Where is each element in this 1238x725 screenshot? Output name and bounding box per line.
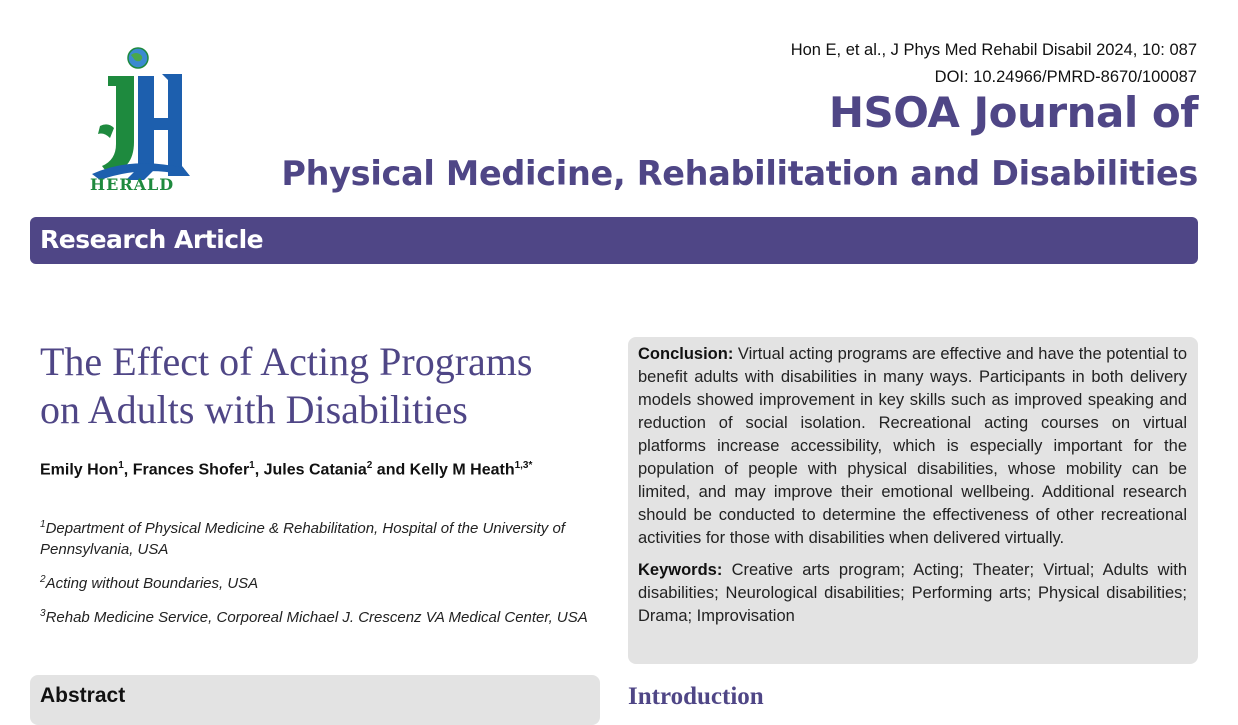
journal-subtitle: Physical Medicine, Rehabilitation and Disabilities [281, 154, 1198, 193]
affiliation-3 [40, 603, 600, 628]
conclusion-paragraph [638, 343, 1187, 550]
conclusion-content [638, 343, 1187, 637]
affiliation-1 [40, 514, 600, 560]
keywords-text: Creative arts program; Acting; Theater; Virtual; Adults with disabilities; Neurological disabilities; Performing arts; Physical disabilities; Drama; Improvisation [638, 561, 1187, 625]
paper-title [40, 338, 600, 434]
affiliation-text: Acting without Boundaries, USA [45, 575, 259, 592]
author-name: , Frances Shofer [123, 461, 250, 479]
doi-line: DOI: 10.24966/PMRD-8670/100087 [934, 68, 1197, 86]
herald-wordmark: HERALD [90, 175, 175, 194]
herald-logo-icon [86, 46, 196, 196]
author-affiliation-mark: 1 [249, 460, 255, 471]
author-affiliation-mark: 1,3* [514, 460, 533, 471]
author-affiliation-mark: 2 [366, 460, 373, 471]
author-affiliation-mark: 1 [118, 460, 124, 471]
keywords-paragraph [638, 559, 1187, 628]
author-name: Emily Hon [40, 461, 119, 479]
affiliation-2 [40, 569, 600, 594]
author-name: and Kelly M Heath [372, 461, 515, 479]
paper-title-line: on Adults with Disabilities [40, 387, 468, 432]
abstract-heading: Abstract [40, 684, 126, 707]
conclusion-text: Virtual acting programs are effective and have the potential to benefit adults with disabilities in many ways. Participants in both delivery models showed improvement in key skills such as improved speaking and reduction of social isolation. Recreational acting courses on virtual platforms increase accessibility, which is especially important for the population of people with physical disabilities, whose mobility can be limited, and may improve their emotional wellbeing. Additional research should be conducted to determine the effectiveness of other recreational activities for those with disabilities when delivered virtually. [638, 345, 1187, 547]
citation-line: Hon E, et al., J Phys Med Rehabil Disabil 2024, 10: 087 [790, 41, 1197, 59]
article-type-banner [30, 217, 1198, 264]
affiliation-mark: 3 [40, 608, 46, 619]
affiliation-mark: 2 [40, 574, 46, 585]
affiliation-mark: 1 [40, 519, 46, 530]
journal-title: HSOA Journal of [828, 88, 1198, 137]
affiliation-text: Department of Physical Medicine & Rehabilitation, Hospital of the University of Pennsylvania, USA [40, 520, 565, 558]
affiliation-text: Rehab Medicine Service, Corporeal Michael J. Crescenz VA Medical Center, USA [45, 609, 588, 626]
citation-block [791, 37, 1197, 91]
article-type-label: Research Article [40, 225, 264, 254]
keywords-label: Keywords: [638, 561, 723, 579]
author-list [40, 455, 600, 481]
conclusion-box [628, 337, 1198, 664]
conclusion-label: Conclusion: [638, 345, 734, 363]
author-name: , Jules Catania [254, 461, 367, 479]
paper-title-line: The Effect of Acting Programs [40, 339, 533, 384]
abstract-section [30, 675, 600, 725]
introduction-heading: Introduction [628, 683, 764, 710]
